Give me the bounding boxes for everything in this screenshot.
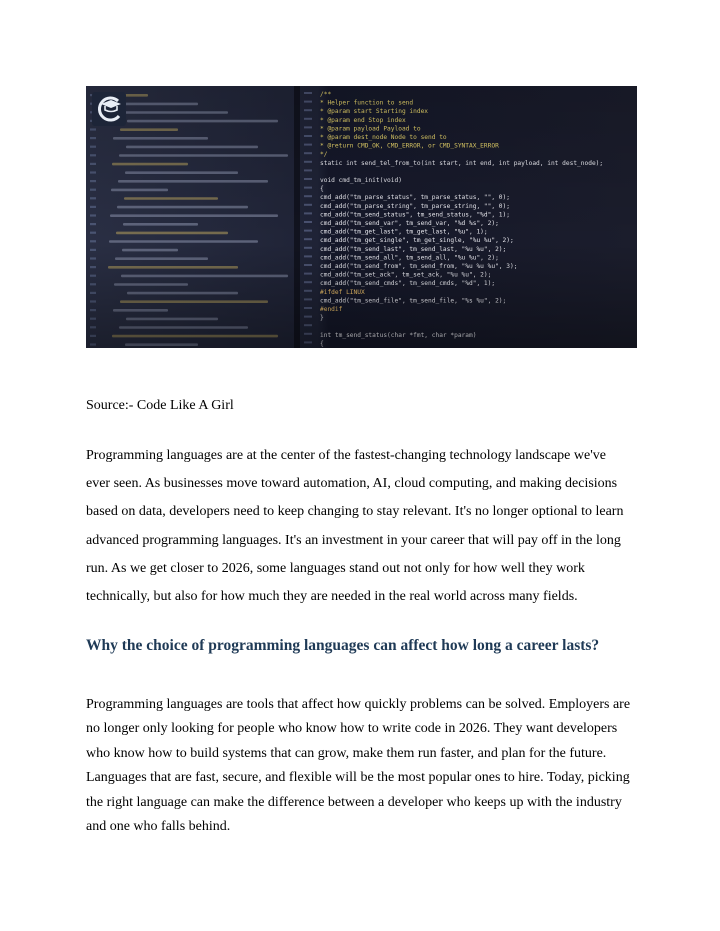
text-line: based on data, developers need to keep changing to stay relevant. It's no longer optional to learn <box>86 504 624 520</box>
text-line: advanced programming languages. It's an investment in your career that will pay off in the long <box>86 532 621 548</box>
text-line: run. As we get closer to 2026, some languages stand out not only for how well they work <box>86 560 585 576</box>
text-line: technically, but also for how much they are needed in the real world across many fields. <box>86 589 578 605</box>
career-paragraph <box>86 693 641 839</box>
source-credit: Source:- Code Like A Girl <box>86 398 234 413</box>
section-heading: Why the choice of programming languages can affect how long a career lasts? <box>86 637 600 654</box>
text-line: Programming languages are at the center of the fastest-changing technology landscape we've <box>86 448 606 463</box>
text-line: Programming languages are tools that affect how quickly problems can be solved. Employers are <box>86 697 631 712</box>
text-line: the right language can make the difference between a developer who keeps up with the industry <box>86 794 622 810</box>
text-line: who know how to build systems that can grow, make them run faster, and plan for the future. <box>86 745 607 761</box>
text-line: Languages that are fast, secure, and flexible will be the most popular ones to hire. Today, picking <box>86 770 630 786</box>
text-line: no longer only looking for people who know how to write code in 2026. They want developers <box>86 721 618 737</box>
text-line: ever seen. As businesses move toward automation, AI, cloud computing, and making decisions <box>86 476 618 492</box>
hero-code-image <box>86 86 637 348</box>
text-line: and one who falls behind. <box>86 819 231 835</box>
code-editor-screenshot <box>86 86 637 348</box>
intro-paragraph <box>86 442 641 611</box>
graduation-cap-logo-icon <box>92 92 126 126</box>
